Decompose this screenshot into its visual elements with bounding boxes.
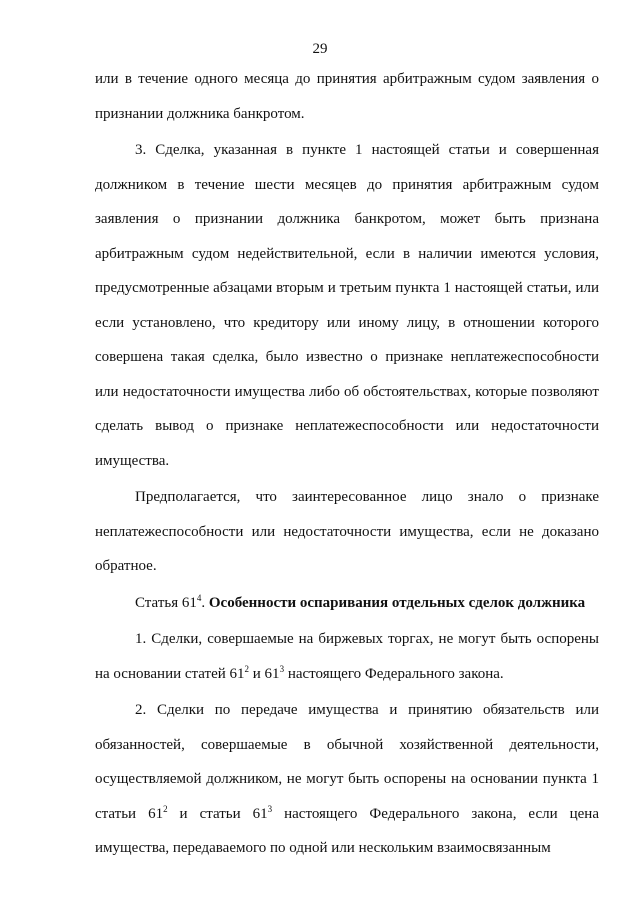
paragraph-article-item-1 — [95, 622, 599, 691]
item-2-text-b: и статьи 61 — [167, 805, 268, 822]
article-heading — [95, 586, 599, 621]
paragraph-item-3: 3. Сделка, указанная в пункте 1 настоящей статьи и совершенная должником в течение шести месяцев до принятия арбитражным судом заявления о признании должника банкротом, может быть признана арбитражным судом недействительной, если в наличии имеются условия, предусмотренные абзацами вторым и третьим пункта 1 настоящей статьи, или если установлено, что кредитору или иному лицу, в отношении которого совершена такая сделка, было известно о признаке неплатежеспособности или недостаточности имущества либо об обстоятельствах, которые позволяют сделать вывод о признаке неплатежеспособности или недостаточности имущества. — [95, 142, 599, 469]
paragraph-presumption: Предполагается, что заинтересованное лицо знало о признаке неплатежеспособности или недостаточности имущества, если не доказано обратное. — [95, 489, 599, 574]
paragraph-article-item-2 — [95, 693, 599, 866]
item-1-sup-2: 3 — [279, 663, 285, 674]
article-title: Особенности оспаривания отдельных сделок должника — [208, 594, 586, 611]
article-number: Статья 61 — [135, 594, 197, 611]
item-2-sup-1: 2 — [163, 803, 168, 814]
article-dot: . — [201, 594, 209, 611]
item-2-text-a: 2. Сделки по передаче имущества и принятию обязательств или обязанностей, совершаемые в обычной хозяйственной деятельности, осуществляемой должником, не могут быть оспорены на основании пункта 1 статьи 61 — [95, 702, 599, 822]
item-1-sup-1: 2 — [244, 663, 250, 674]
item-2-text-c: настоящего Федерального закона, если цена имущества, передаваемого по одной или нескольким взаимосвязанным — [95, 805, 599, 856]
article-number-sup: 4 — [196, 592, 202, 603]
item-2-sup-2: 3 — [267, 803, 273, 814]
item-1-text-c: настоящего Федерального закона. — [284, 665, 504, 682]
paragraph-continuation: или в течение одного месяца до принятия арбитражным судом заявления о признании должника банкротом. — [95, 71, 599, 122]
document-body — [95, 62, 599, 866]
item-1-text-a: 1. Сделки, совершаемые на биржевых торгах, не могут быть оспорены на основании статей 61 — [95, 631, 599, 682]
item-1-text-b: и 61 — [249, 665, 280, 682]
page-number: 29 — [312, 41, 328, 57]
